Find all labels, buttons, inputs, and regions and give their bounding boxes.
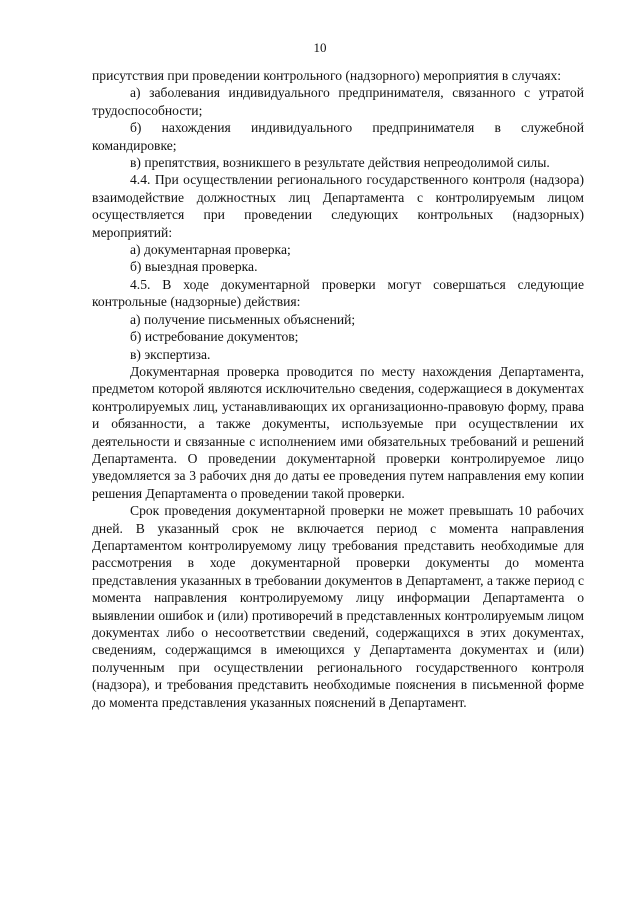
paragraph-continuation: присутствия при проведении контрольного (надзорного) мероприятия в случаях: — [92, 68, 562, 83]
list-item-a-explanations: а) получение письменных объяснений; — [130, 311, 356, 327]
list-item-b-documents-request: б) истребование документов; — [130, 329, 299, 345]
paragraph-documentary-check: Документарная проверка проводится по месту нахождения Департамента, предметом которой являются исключительно сведения, содержащиеся в документах контролируемых лиц, устанавливающих их организационно-правовую форму, права и обязанности, а также документы, используемые при осуществлении их деятельности и связанные с исполнением ими обязательных требований и решений Департамента. О проведении документарной проверки контролируемое лицо уведомляется за 3 рабочих дня до даты ее проведения путем направления ему копии решения Департамента о проведении такой проверки. — [92, 363, 584, 501]
paragraph-4-5: 4.5. В ходе документарной проверки могут совершаться следующие контрольные (надзорные) действия: — [92, 276, 584, 310]
list-item-c-force-majeure: в) препятствия, возникшего в результате действия непреодолимой силы. — [130, 155, 550, 171]
list-item-c-expertise: в) экспертиза. — [130, 346, 211, 362]
paragraph-4-4: 4.4. При осуществлении регионального государственного контроля (надзора) взаимодействие должностных лиц Департамента с контролируемым лицом осуществляется при проведении следующих контрольных (надзорных) мероприятий: — [92, 172, 584, 240]
page-number: 10 — [313, 40, 327, 55]
paragraph-check-duration: Срок проведения документарной проверки не может превышать 10 рабочих дней. В указанный срок не включается период с момента направления Департаментом контролируемому лицу требования представить необходимые для рассмотрения в ходе документарной проверки документы до момента представления указанных в требовании документов в Департамент, а также период с момента направления контролируемому лицу информации Департамента о выявлении ошибок и (или) противоречий в представленных контролируемым лицом документах либо о несоответствии сведений, содержащихся в этих документах, сведениям, содержащимся в имеющихся у Департамента документах и (или) полученным при осуществлении регионального государственного контроля (надзора), и требования представить необходимые пояснения в письменной форме до момента представления указанных пояснений в Департамент. — [92, 503, 584, 710]
document-body — [92, 67, 584, 711]
list-item-b-field-check: б) выездная проверка. — [130, 259, 258, 275]
list-item-a-documentary-check: а) документарная проверка; — [130, 242, 291, 258]
list-item-a-illness: а) заболевания индивидуального предпринимателя, связанного с утратой трудоспособности; — [92, 85, 584, 118]
list-item-b-business-trip: б) нахождения индивидуального предпринимателя в служебной командировке; — [92, 120, 584, 153]
